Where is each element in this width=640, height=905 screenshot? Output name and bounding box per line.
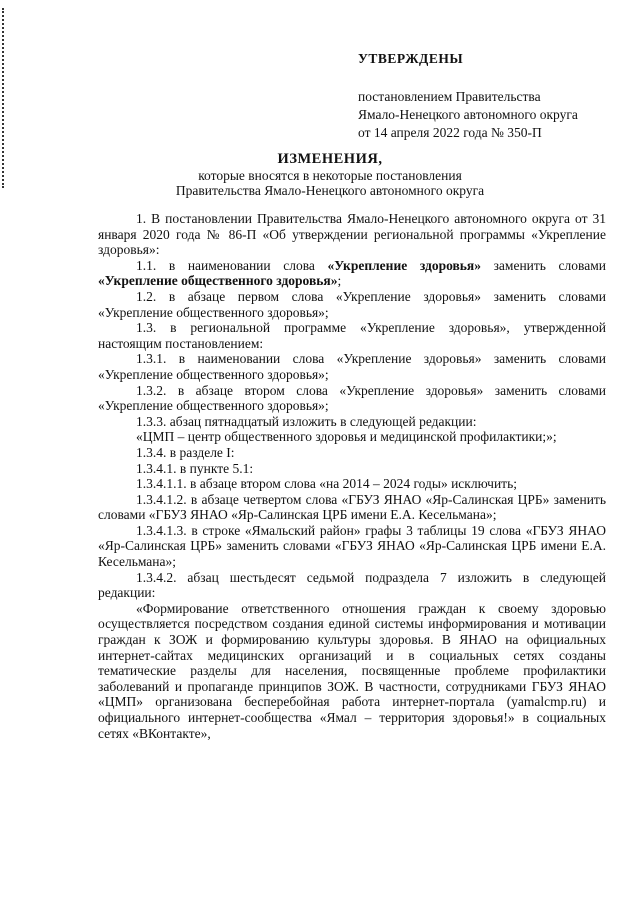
body-paragraph <box>98 414 606 430</box>
body-paragraph <box>98 383 606 414</box>
text-run: 1.3.3. абзац пятнадцатый изложить в следующей редакции: <box>136 413 477 429</box>
text-run: 1.3.4.1. в пункте 5.1: <box>136 460 254 476</box>
text-run: 1.2. в абзаце первом слова «Укрепление здоровья» заменить словами «Укрепление общественного здоровья»; <box>98 288 606 320</box>
text-run: 1. В постановлении Правительства Ямало-Ненецкого автономного округа от 31 января 2020 года № 86-П «Об утверждении региональной программы «Укрепление здоровья»: <box>98 211 606 258</box>
document-title: ИЗМЕНЕНИЯ, <box>277 151 383 167</box>
document-subtitle-line: которые вносятся в некоторые постановления <box>198 167 462 183</box>
text-run: 1.3.2. в абзаце втором слова «Укрепление здоровья» заменить словами «Укрепление общественного здоровья»; <box>98 382 606 414</box>
body-paragraph <box>98 601 606 741</box>
body-paragraph <box>98 570 606 601</box>
body-paragraph <box>98 258 606 289</box>
text-run: 1.3.4.2. абзац шестьдесят седьмой подраздела 7 изложить в следующей редакции: <box>98 569 606 601</box>
body-paragraph <box>98 476 606 492</box>
approval-heading: УТВЕРЖДЕНЫ <box>358 51 464 66</box>
body-paragraph <box>98 461 606 477</box>
text-run: 1.3.1. в наименовании слова «Укрепление здоровья» заменить словами «Укрепление общественного здоровья»; <box>98 351 606 382</box>
approval-block <box>358 50 628 142</box>
text-run: 1.3.4.1.2. в абзаце четвертом слова «ГБУЗ ЯНАО «Яр-Салинская ЦРБ» заменить словами «ГБУЗ ЯНАО «Яр-Салинская ЦРБ имени Е.А. Кесельмана»; <box>98 491 606 523</box>
body-paragraph <box>98 289 606 320</box>
bold-text-run: «Укрепление здоровья» <box>327 257 481 273</box>
binding-edge-dots <box>2 8 8 188</box>
body-paragraph <box>98 211 606 258</box>
body-paragraph <box>98 523 606 570</box>
text-run: 1.3.4.1.1. в абзаце втором слова «на 2014 – 2024 годы» исключить; <box>136 476 517 492</box>
text-run: «Формирование ответственного отношения граждан к своему здоровью осуществляется посредством создания единой системы информирования и мотивации граждан к ЗОЖ и формированию культуры здоровья. В ЯНАО на официальных интернет-сайтах медицинских организаций и в социальных сетях созданы тематические разделы для населения, посвященные проблеме профилактики заболеваний и пропаганде принципов ЗОЖ. В частности, сотрудниками ГБУЗ ЯНАО «ЦМП» организована бесперебойная работа интернет-портала (yamalcmp.ru) и официального интернет-сообщества «Ямал – территория здоровья!» в социальных сетях «ВКонтакте», <box>98 600 606 741</box>
body-paragraph <box>98 429 606 445</box>
text-run: заменить словами <box>481 257 606 273</box>
text-run: 1.3. в региональной программе «Укрепление здоровья», утвержденной настоящим постановлением: <box>98 320 606 351</box>
document-body <box>98 211 606 741</box>
document-subtitle-line: Правительства Ямало-Ненецкого автономного округа <box>175 183 485 198</box>
document-title-block <box>60 152 600 199</box>
body-paragraph <box>98 492 606 523</box>
approval-line: постановлением Правительства <box>358 89 541 104</box>
approval-line: Ямало-Ненецкого автономного округа <box>358 107 578 122</box>
body-paragraph <box>98 445 606 461</box>
text-run: 1.3.4.1.3. в строке «Ямальский район» графы 3 таблицы 19 слова «ГБУЗ ЯНАО «Яр-Салинская ЦРБ» заменить словами «ГБУЗ ЯНАО «Яр-Салинская ЦРБ имени Е.А. Кесельмана»; <box>98 522 606 570</box>
text-run: 1.1. в наименовании слова <box>136 257 328 273</box>
text-run: «ЦМП – центр общественного здоровья и медицинской профилактики;»; <box>136 429 557 445</box>
body-paragraph <box>98 351 606 382</box>
text-run: 1.3.4. в разделе I: <box>136 444 235 460</box>
approval-line: от 14 апреля 2022 года № 350-П <box>358 125 542 140</box>
text-run: ; <box>337 273 342 289</box>
bold-text-run: «Укрепление общественного здоровья» <box>98 273 338 289</box>
body-paragraph <box>98 320 606 351</box>
